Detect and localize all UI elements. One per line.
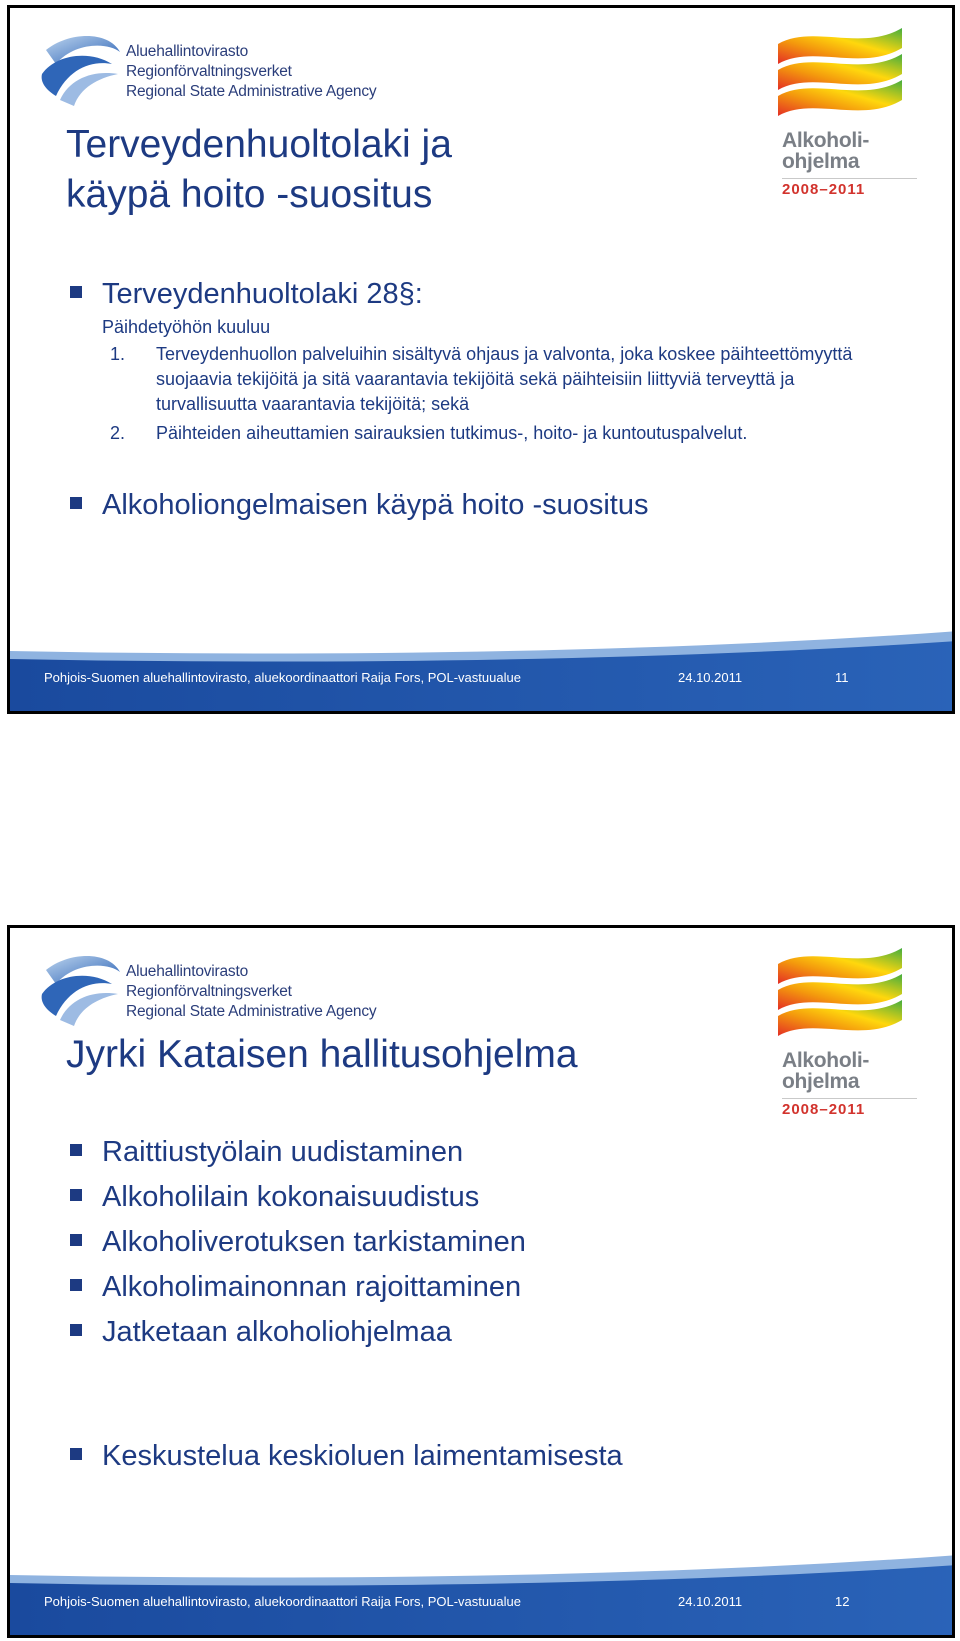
footer-organization: Pohjois-Suomen aluehallintovirasto, aluekoordinaattori Raija Fors, POL-vastuualue: [44, 670, 521, 685]
slide-title: [66, 120, 452, 220]
bullet-item: Alkoholimainonnan rajoittaminen: [66, 1265, 526, 1310]
bullet-kaypa-hoito: Alkoholiongelmaisen käypä hoito -suositus: [66, 483, 648, 528]
program-name-line2: ohjelma: [782, 1070, 860, 1093]
footer-organization: Pohjois-Suomen aluehallintovirasto, aluekoordinaattori Raija Fors, POL-vastuualue: [44, 1594, 521, 1609]
agency-logo: [38, 30, 398, 110]
bullet-list: [66, 483, 648, 528]
item-number: 1.: [110, 344, 126, 364]
bullet-list: [66, 272, 423, 317]
intro-text: Päihdetyöhön kuuluu: [102, 317, 271, 337]
bullet-item: Raittiustyölain uudistaminen: [66, 1130, 526, 1175]
page-number: 11: [835, 670, 849, 685]
slide-11: [7, 5, 955, 714]
numbered-item-1: [102, 342, 882, 417]
bullet-item: Alkoholilain kokonaisuudistus: [66, 1175, 526, 1220]
slide-12: [7, 925, 955, 1638]
page-number: 12: [835, 1594, 850, 1609]
footer-date: 24.10.2011: [678, 670, 743, 685]
agency-name-fi: Aluehallintovirasto: [126, 43, 248, 60]
program-years: 2008–2011: [782, 1098, 917, 1118]
title-line-2: käypä hoito -suositus: [66, 173, 433, 216]
agency-name-en: Regional State Administrative Agency: [126, 83, 377, 100]
agency-name-sv: Regionförvaltningsverket: [126, 63, 292, 80]
bullet-keskiolut: Keskustelua keskioluen laimentamisesta: [66, 1434, 623, 1479]
title-line-1: Terveydenhuoltolaki ja: [66, 123, 452, 166]
slide-title: Jyrki Kataisen hallitusohjelma: [66, 1033, 578, 1076]
rainbow-wave-icon: [772, 22, 912, 132]
item-number: 2.: [110, 423, 126, 443]
bullet-list: [66, 1130, 526, 1355]
program-name-line1: Alkoholi-: [782, 129, 870, 152]
bullet-item: Jatketaan alkoholiohjelmaa: [66, 1310, 526, 1355]
numbered-item-2: [102, 421, 882, 446]
program-name-line2: ohjelma: [782, 150, 860, 173]
footer-date: 24.10.2011: [678, 1594, 743, 1609]
alkoholiohjelma-logo: [772, 22, 912, 212]
item-text: Terveydenhuollon palveluihin sisältyvä ohjaus ja valvonta, joka koskee päihteettömyyttä suojaavia tekijöitä ja sitä vaarantavia tekijöitä sekä päihteisiin liittyviä terveyttä ja turvallisuutta vaarantavia tekijöitä; sekä: [156, 344, 853, 414]
rainbow-wave-icon: [772, 942, 912, 1052]
footer-band: [10, 631, 952, 711]
program-name-line1: Alkoholi-: [782, 1049, 870, 1072]
agency-logo: [38, 950, 398, 1030]
law-section-text: [102, 315, 882, 446]
item-text: Päihteiden aiheuttamien sairauksien tutkimus-, hoito- ja kuntoutuspalvelut.: [156, 423, 748, 443]
bullet-list: [66, 1434, 623, 1479]
agency-swoosh-icon: [38, 30, 124, 110]
agency-name-en: Regional State Administrative Agency: [126, 1003, 377, 1020]
alkoholiohjelma-logo: [772, 942, 912, 1132]
agency-name-fi: Aluehallintovirasto: [126, 963, 248, 980]
bullet-item: Alkoholiverotuksen tarkistaminen: [66, 1220, 526, 1265]
agency-name-sv: Regionförvaltningsverket: [126, 983, 292, 1000]
footer-band: [10, 1555, 952, 1635]
program-years: 2008–2011: [782, 178, 917, 198]
agency-swoosh-icon: [38, 950, 124, 1030]
bullet-terveydenhuoltolaki: Terveydenhuoltolaki 28§:: [66, 272, 423, 317]
